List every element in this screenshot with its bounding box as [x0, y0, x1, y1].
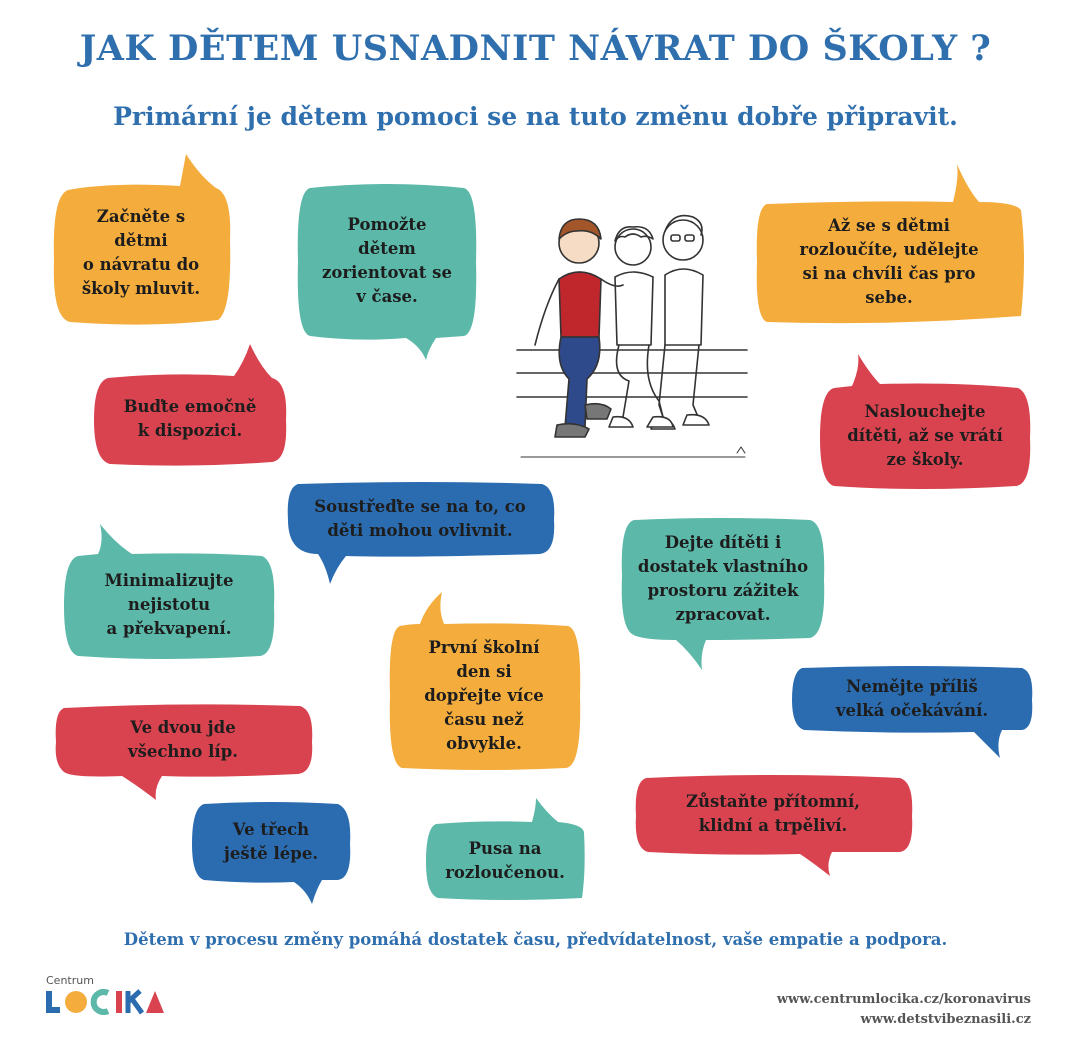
bubble-text: Zůstaňte přítomní, klidní a trpěliví.	[685, 792, 861, 835]
bubble-text: Nemějte příliš velká očekávání.	[835, 677, 989, 720]
footer-links	[777, 990, 1031, 1029]
bubble-listen-after-school	[818, 382, 1032, 490]
footer-message: Dětem v procesu změny pomáhá dostatek času, předvídatelnost, vaše empatie a podpora.	[123, 930, 948, 949]
bubble-minimize-uncertainty	[62, 550, 276, 660]
bubble-text: Naslouchejte dítěti, až se vrátí ze školy.	[847, 402, 1003, 469]
bubble-text: Buďte emočně k dispozici.	[123, 397, 257, 440]
bubble-no-high-expectations	[790, 664, 1034, 734]
bubble-text: První školní den si dopřejte více času než obvykle.	[424, 638, 544, 753]
link-detstvibeznasili[interactable]: www.detstvibeznasili.cz	[860, 1011, 1031, 1027]
bubble-text: Pomožte dětem zorientovat se v čase.	[322, 215, 452, 306]
bubble-time-for-yourself	[753, 198, 1025, 326]
bubble-text: Začněte s dětmi o návratu do školy mluvit.	[81, 207, 201, 298]
bubble-text: Soustřeďte se na to, co děti mohou ovlivnit.	[314, 497, 526, 540]
link-koronavirus[interactable]: www.centrumlocika.cz/koronavirus	[776, 992, 1031, 1007]
bubble-orient-time	[296, 182, 478, 340]
logo-wordmark	[46, 989, 166, 1015]
bubble-start-talking	[50, 180, 232, 326]
bubble-first-day-extra-time	[386, 620, 582, 772]
page-subtitle: Primární je dětem pomoci se na tuto změnu dobře připravit.	[113, 102, 958, 131]
bubble-text: Pusa na rozloučenou.	[445, 839, 565, 882]
page-title: JAK DĚTEM USNADNIT NÁVRAT DO ŠKOLY ?	[79, 28, 992, 69]
bubble-text: Ve dvou jde všechno líp.	[128, 718, 238, 761]
bubble-text: Až se s dětmi rozloučíte, udělejte si na chvíli čas pro sebe.	[799, 216, 979, 307]
bubble-text: Minimalizujte nejistotu a překvapení.	[104, 571, 234, 638]
bubble-focus-on-control	[284, 480, 556, 558]
logo-small-text: Centrum	[46, 974, 94, 987]
bubble-two-is-better	[52, 702, 314, 778]
bubble-three-even-better	[190, 800, 352, 884]
centrum-locika-logo	[46, 974, 166, 1019]
bubble-goodbye-kiss	[424, 820, 586, 902]
kids-on-bench-illustration	[515, 205, 753, 470]
bubble-stay-present-calm	[632, 772, 914, 856]
bubble-text: Dejte dítěti i dostatek vlastního prostoru zážitek zpracovat.	[637, 533, 809, 624]
bubble-emotionally-available	[92, 372, 288, 466]
bubble-space-to-process	[620, 516, 826, 642]
bubble-text: Ve třech ještě lépe.	[223, 820, 319, 863]
